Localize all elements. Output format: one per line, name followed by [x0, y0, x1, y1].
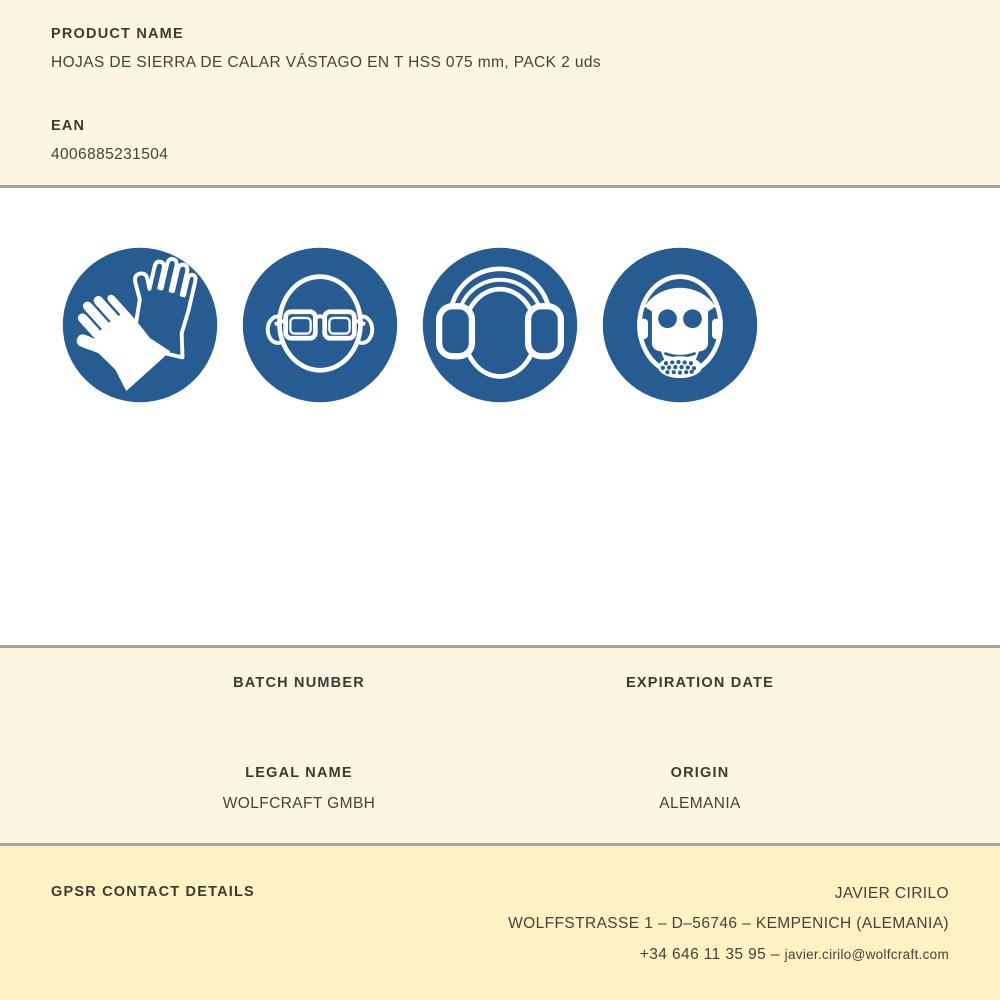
- safety-icons-section: [0, 188, 1000, 648]
- wear-respiratory-protection-icon: [602, 247, 758, 403]
- contact-email: javier.cirilo@wolfcraft.com: [784, 946, 949, 962]
- origin-field: [659, 765, 741, 814]
- contact-phone-email-line: [508, 945, 949, 964]
- legal-name-field: [223, 765, 376, 814]
- batch-number-label: BATCH NUMBER: [233, 675, 365, 691]
- ean-value: 4006885231504: [51, 146, 169, 164]
- gpsr-contact-block: [508, 884, 949, 975]
- ean-label: EAN: [51, 117, 86, 134]
- origin-value: ALEMANIA: [659, 795, 741, 813]
- product-name-value: HOJAS DE SIERRA DE CALAR VÁSTAGO EN T HSS 075 mm, PACK 2 uds: [51, 54, 602, 72]
- contact-dash: –: [770, 945, 780, 963]
- expiration-date-label: EXPIRATION DATE: [626, 675, 774, 691]
- contact-phone: +34 646 11 35 95: [639, 945, 767, 963]
- batch-number-field: [233, 675, 365, 722]
- safety-icons-row: [62, 247, 1000, 403]
- expiration-date-field: [626, 675, 774, 722]
- legal-name-label: LEGAL NAME: [245, 765, 353, 781]
- product-header-section: [0, 0, 1000, 188]
- wear-ear-protection-icon: [422, 247, 578, 403]
- contact-person-name: JAVIER CIRILO: [834, 885, 949, 902]
- origin-label: ORIGIN: [670, 765, 730, 781]
- gpsr-contact-section: [0, 846, 1000, 1000]
- batch-number-value: [233, 704, 365, 722]
- expiration-date-value: [626, 704, 774, 722]
- legal-name-value: WOLFCRAFT GMBH: [222, 795, 376, 813]
- wear-eye-protection-icon: [242, 247, 398, 403]
- product-name-label: PRODUCT NAME: [51, 26, 184, 42]
- traceability-fields-section: [0, 648, 1000, 846]
- gpsr-contact-heading: GPSR CONTACT DETAILS: [51, 884, 255, 900]
- wear-protective-gloves-icon: [62, 247, 218, 403]
- contact-address: WOLFFSTRASSE 1 – D–56746 – KEMPENICH (ALEMANIA): [508, 915, 949, 933]
